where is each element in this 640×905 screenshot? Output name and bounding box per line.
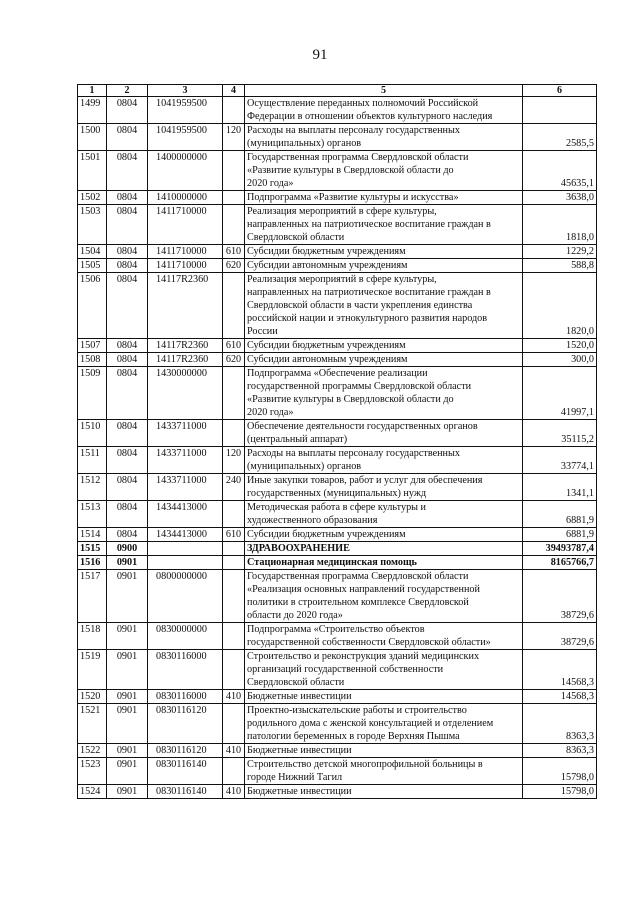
description-line: государственных (муниципальных) нужд xyxy=(247,488,427,499)
target-code-cell: 0830000000 xyxy=(148,623,223,650)
description-line: «Развитие культуры в Свердловской области до xyxy=(247,165,454,176)
row-number-cell: 1509 xyxy=(78,367,107,420)
row-number-cell: 1502 xyxy=(78,191,107,205)
target-code-cell xyxy=(148,556,223,570)
description-line: (муниципальных) органов xyxy=(247,138,362,149)
header-row xyxy=(78,85,597,97)
amount-cell: 8165766,7 xyxy=(523,556,597,570)
expense-type-cell: 120 xyxy=(223,124,245,151)
target-code-cell: 1400000000 xyxy=(148,151,223,191)
header-col-5: 5 xyxy=(245,85,523,97)
expense-type-cell: 620 xyxy=(223,353,245,367)
description-line: российской нации и этнокультурного развития народов xyxy=(247,313,488,324)
table-row xyxy=(78,191,597,205)
expense-type-cell xyxy=(223,704,245,744)
section-code-cell: 0804 xyxy=(107,151,148,191)
description-line: Методическая работа в сфере культуры и xyxy=(247,502,427,513)
description-line: Расходы на выплаты персоналу государственных xyxy=(247,125,460,136)
section-code-cell: 0804 xyxy=(107,191,148,205)
amount-cell: 41997,1 xyxy=(523,367,597,420)
row-number-cell: 1518 xyxy=(78,623,107,650)
row-number-cell: 1506 xyxy=(78,273,107,339)
description-cell xyxy=(245,273,523,339)
amount-cell: 3638,0 xyxy=(523,191,597,205)
expense-type-cell xyxy=(223,97,245,124)
description-line: области до 2020 года» xyxy=(247,610,343,621)
description-cell xyxy=(245,447,523,474)
description-line: Субсидии автономным учреждениям xyxy=(247,354,408,365)
description-cell xyxy=(245,623,523,650)
target-code-cell: 1430000000 xyxy=(148,367,223,420)
description-line: Субсидии бюджетным учреждениям xyxy=(247,246,406,257)
expense-type-cell xyxy=(223,367,245,420)
header-col-2: 2 xyxy=(107,85,148,97)
expense-type-cell xyxy=(223,623,245,650)
row-number-cell: 1524 xyxy=(78,785,107,799)
description-line: Свердловской области xyxy=(247,677,345,688)
row-number-cell: 1512 xyxy=(78,474,107,501)
target-code-cell: 0800000000 xyxy=(148,570,223,623)
target-code-cell: 1433711000 xyxy=(148,420,223,447)
target-code-cell: 0830116000 xyxy=(148,690,223,704)
section-code-cell: 0804 xyxy=(107,447,148,474)
description-cell xyxy=(245,259,523,273)
description-line: родильного дома с женской консультацией и отделением xyxy=(247,718,494,729)
description-line: городе Нижний Тагил xyxy=(247,772,343,783)
description-line: Иные закупки товаров, работ и услуг для обеспечения xyxy=(247,475,483,486)
amount-cell: 45635,1 xyxy=(523,151,597,191)
amount-cell: 1520,0 xyxy=(523,339,597,353)
description-cell xyxy=(245,650,523,690)
amount-cell: 8363,3 xyxy=(523,704,597,744)
description-cell xyxy=(245,245,523,259)
description-cell xyxy=(245,690,523,704)
row-number-cell: 1522 xyxy=(78,744,107,758)
target-code-cell: 1041959500 xyxy=(148,124,223,151)
table-row xyxy=(78,97,597,124)
row-number-cell: 1523 xyxy=(78,758,107,785)
expense-type-cell xyxy=(223,420,245,447)
row-number-cell: 1499 xyxy=(78,97,107,124)
section-code-cell: 0804 xyxy=(107,367,148,420)
description-line: 2020 года» xyxy=(247,178,294,189)
amount-cell: 6881,9 xyxy=(523,501,597,528)
table-row xyxy=(78,704,597,744)
row-number-cell: 1515 xyxy=(78,542,107,556)
target-code-cell: 0830116000 xyxy=(148,650,223,690)
target-code-cell xyxy=(148,542,223,556)
description-cell xyxy=(245,97,523,124)
amount-cell: 35115,2 xyxy=(523,420,597,447)
table-row xyxy=(78,353,597,367)
target-code-cell: 1434413000 xyxy=(148,528,223,542)
section-code-cell: 0804 xyxy=(107,124,148,151)
row-number-cell: 1520 xyxy=(78,690,107,704)
description-line: Строительство детской многопрофильной больницы в xyxy=(247,759,483,770)
amount-cell: 15798,0 xyxy=(523,785,597,799)
table-row xyxy=(78,447,597,474)
table-row xyxy=(78,556,597,570)
table-row xyxy=(78,367,597,420)
target-code-cell: 0830116140 xyxy=(148,758,223,785)
row-number-cell: 1519 xyxy=(78,650,107,690)
description-cell xyxy=(245,151,523,191)
header-col-6: 6 xyxy=(523,85,597,97)
description-cell xyxy=(245,542,523,556)
description-line: 2020 года» xyxy=(247,407,294,418)
description-line: «Развитие культуры в Свердловской области до xyxy=(247,394,454,405)
amount-cell: 38729,6 xyxy=(523,570,597,623)
description-cell xyxy=(245,339,523,353)
description-cell xyxy=(245,353,523,367)
section-code-cell: 0804 xyxy=(107,259,148,273)
amount-cell: 6881,9 xyxy=(523,528,597,542)
section-code-cell: 0804 xyxy=(107,420,148,447)
amount-cell: 2585,5 xyxy=(523,124,597,151)
amount-cell: 1820,0 xyxy=(523,273,597,339)
expense-type-cell xyxy=(223,556,245,570)
row-number-cell: 1501 xyxy=(78,151,107,191)
description-line: Бюджетные инвестиции xyxy=(247,786,352,797)
description-line: организаций государственной собственности xyxy=(247,664,444,675)
description-cell xyxy=(245,570,523,623)
description-line: художественного образования xyxy=(247,515,378,526)
row-number-cell: 1508 xyxy=(78,353,107,367)
description-line: Субсидии автономным учреждениям xyxy=(247,260,408,271)
expense-type-cell xyxy=(223,758,245,785)
amount-cell: 1818,0 xyxy=(523,205,597,245)
description-line: Подпрограмма «Обеспечение реализации xyxy=(247,368,428,379)
table-row xyxy=(78,785,597,799)
section-code-cell: 0804 xyxy=(107,501,148,528)
expense-type-cell: 120 xyxy=(223,447,245,474)
description-line: Свердловской области в части укрепления единства xyxy=(247,300,473,311)
description-line: патологии беременных в городе Верхняя Пышма xyxy=(247,731,460,742)
section-code-cell: 0901 xyxy=(107,556,148,570)
expense-type-cell xyxy=(223,191,245,205)
target-code-cell: 14117R2360 xyxy=(148,353,223,367)
description-cell xyxy=(245,528,523,542)
table-body xyxy=(78,97,597,799)
description-line: политики в строительном комплексе Свердловской xyxy=(247,597,469,608)
section-code-cell: 0901 xyxy=(107,704,148,744)
expense-type-cell xyxy=(223,542,245,556)
description-line: государственной собственности Свердловской области» xyxy=(247,637,491,648)
target-code-cell: 1433711000 xyxy=(148,474,223,501)
description-line: Обеспечение деятельности государственных органов xyxy=(247,421,478,432)
expense-type-cell xyxy=(223,273,245,339)
target-code-cell: 0830116120 xyxy=(148,744,223,758)
table-row xyxy=(78,273,597,339)
table-row xyxy=(78,420,597,447)
section-code-cell: 0804 xyxy=(107,339,148,353)
table-row xyxy=(78,623,597,650)
target-code-cell: 0830116120 xyxy=(148,704,223,744)
table-row xyxy=(78,570,597,623)
table-row xyxy=(78,744,597,758)
amount-cell: 14568,3 xyxy=(523,690,597,704)
table-row xyxy=(78,690,597,704)
section-code-cell: 0901 xyxy=(107,650,148,690)
description-line: Осуществление переданных полномочий Российской xyxy=(247,98,479,109)
expense-type-cell: 410 xyxy=(223,690,245,704)
target-code-cell: 1041959500 xyxy=(148,97,223,124)
description-line: Бюджетные инвестиции xyxy=(247,745,352,756)
expense-type-cell: 610 xyxy=(223,339,245,353)
expense-type-cell xyxy=(223,570,245,623)
table-row xyxy=(78,650,597,690)
row-number-cell: 1517 xyxy=(78,570,107,623)
table-row xyxy=(78,542,597,556)
description-line: Подпрограмма «Развитие культуры и искусства» xyxy=(247,192,459,203)
description-cell xyxy=(245,744,523,758)
description-line: Бюджетные инвестиции xyxy=(247,691,352,702)
page-number: 91 xyxy=(312,47,328,63)
description-line: Реализация мероприятий в сфере культуры, xyxy=(247,206,437,217)
table-row xyxy=(78,474,597,501)
section-code-cell: 0901 xyxy=(107,690,148,704)
section-code-cell: 0804 xyxy=(107,205,148,245)
description-line: Свердловской области xyxy=(247,232,345,243)
table-row xyxy=(78,339,597,353)
description-line: Строительство и реконструкция зданий медицинских xyxy=(247,651,480,662)
table-row xyxy=(78,151,597,191)
description-line: Стационарная медицинская помощь xyxy=(247,557,417,568)
expense-type-cell: 410 xyxy=(223,744,245,758)
row-number-cell: 1510 xyxy=(78,420,107,447)
description-line: (центральный аппарат) xyxy=(247,434,348,445)
description-line: Государственная программа Свердловской области xyxy=(247,152,469,163)
amount-cell: 33774,1 xyxy=(523,447,597,474)
section-code-cell: 0804 xyxy=(107,97,148,124)
amount-cell: 8363,3 xyxy=(523,744,597,758)
section-code-cell: 0901 xyxy=(107,744,148,758)
section-code-cell: 0804 xyxy=(107,474,148,501)
section-code-cell: 0900 xyxy=(107,542,148,556)
row-number-cell: 1513 xyxy=(78,501,107,528)
target-code-cell: 1411710000 xyxy=(148,205,223,245)
description-line: Подпрограмма «Строительство объектов xyxy=(247,624,425,635)
target-code-cell: 14117R2360 xyxy=(148,339,223,353)
expense-type-cell: 610 xyxy=(223,245,245,259)
table-row xyxy=(78,245,597,259)
amount-cell xyxy=(523,97,597,124)
target-code-cell: 1411710000 xyxy=(148,245,223,259)
description-line: направленных на патриотическое воспитание граждан в xyxy=(247,219,491,230)
amount-cell: 39493787,4 xyxy=(523,542,597,556)
table-row xyxy=(78,259,597,273)
description-line: (муниципальных) органов xyxy=(247,461,362,472)
header-col-1: 1 xyxy=(78,85,107,97)
expense-type-cell: 240 xyxy=(223,474,245,501)
amount-cell: 300,0 xyxy=(523,353,597,367)
amount-cell: 1341,1 xyxy=(523,474,597,501)
amount-cell: 14568,3 xyxy=(523,650,597,690)
section-code-cell: 0804 xyxy=(107,528,148,542)
section-code-cell: 0901 xyxy=(107,623,148,650)
expense-type-cell: 620 xyxy=(223,259,245,273)
amount-cell: 15798,0 xyxy=(523,758,597,785)
section-code-cell: 0804 xyxy=(107,353,148,367)
description-cell xyxy=(245,474,523,501)
section-code-cell: 0804 xyxy=(107,245,148,259)
description-line: Государственная программа Свердловской области xyxy=(247,571,469,582)
row-number-cell: 1505 xyxy=(78,259,107,273)
target-code-cell: 0830116140 xyxy=(148,785,223,799)
section-code-cell: 0901 xyxy=(107,758,148,785)
description-line: Расходы на выплаты персоналу государственных xyxy=(247,448,460,459)
table-row xyxy=(78,758,597,785)
description-cell xyxy=(245,420,523,447)
description-cell xyxy=(245,758,523,785)
target-code-cell: 1410000000 xyxy=(148,191,223,205)
row-number-cell: 1514 xyxy=(78,528,107,542)
row-number-cell: 1511 xyxy=(78,447,107,474)
description-line: «Реализация основных направлений государственной xyxy=(247,584,480,595)
expense-type-cell xyxy=(223,650,245,690)
amount-cell: 588,8 xyxy=(523,259,597,273)
row-number-cell: 1503 xyxy=(78,205,107,245)
row-number-cell: 1516 xyxy=(78,556,107,570)
section-code-cell: 0901 xyxy=(107,570,148,623)
section-code-cell: 0901 xyxy=(107,785,148,799)
description-line: России xyxy=(247,326,278,337)
row-number-cell: 1507 xyxy=(78,339,107,353)
description-cell xyxy=(245,501,523,528)
row-number-cell: 1500 xyxy=(78,124,107,151)
row-number-cell: 1521 xyxy=(78,704,107,744)
description-cell xyxy=(245,124,523,151)
header-col-3: 3 xyxy=(148,85,223,97)
description-line: государственной программы Свердловской области xyxy=(247,381,472,392)
description-cell xyxy=(245,367,523,420)
description-cell xyxy=(245,205,523,245)
expense-type-cell xyxy=(223,151,245,191)
section-code-cell: 0804 xyxy=(107,273,148,339)
row-number-cell: 1504 xyxy=(78,245,107,259)
description-line: Субсидии бюджетным учреждениям xyxy=(247,340,406,351)
target-code-cell: 1434413000 xyxy=(148,501,223,528)
description-cell xyxy=(245,191,523,205)
table-row xyxy=(78,528,597,542)
expense-type-cell: 610 xyxy=(223,528,245,542)
expense-type-cell xyxy=(223,501,245,528)
table-row xyxy=(78,501,597,528)
amount-cell: 38729,6 xyxy=(523,623,597,650)
table-row xyxy=(78,124,597,151)
description-cell xyxy=(245,785,523,799)
target-code-cell: 14117R2360 xyxy=(148,273,223,339)
target-code-cell: 1433711000 xyxy=(148,447,223,474)
description-line: Субсидии бюджетным учреждениям xyxy=(247,529,406,540)
header-col-4: 4 xyxy=(223,85,245,97)
expense-type-cell xyxy=(223,205,245,245)
description-line: Федерации в отношении объектов культурного наследия xyxy=(247,111,493,122)
description-line: направленных на патриотическое воспитание граждан в xyxy=(247,287,491,298)
description-line: Проектно-изыскательские работы и строительство xyxy=(247,705,467,716)
description-line: ЗДРАВООХРАНЕНИЕ xyxy=(247,543,350,554)
target-code-cell: 1411710000 xyxy=(148,259,223,273)
budget-table xyxy=(77,84,597,799)
table-row xyxy=(78,205,597,245)
amount-cell: 1229,2 xyxy=(523,245,597,259)
description-cell xyxy=(245,704,523,744)
description-line: Реализация мероприятий в сфере культуры, xyxy=(247,274,437,285)
description-cell xyxy=(245,556,523,570)
expense-type-cell: 410 xyxy=(223,785,245,799)
